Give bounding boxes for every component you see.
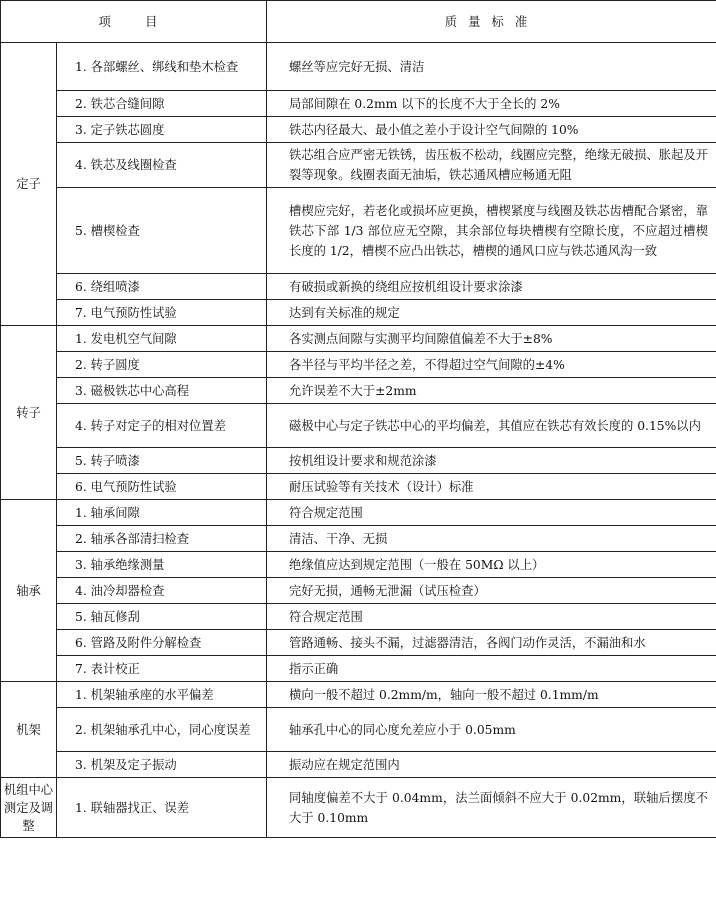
section-name: 定子: [1, 43, 57, 326]
table-row: [1, 274, 716, 300]
item-cell: 1. 发电机空气间隙: [57, 326, 267, 352]
item-cell: 7. 表计校正: [57, 656, 267, 682]
section-name: 机架: [1, 682, 57, 778]
item-cell: 4. 转子对定子的相对位置差: [57, 404, 267, 448]
standard-cell: 清洁、干净、无损: [267, 526, 716, 552]
table-row: [1, 500, 716, 526]
item-cell: 3. 机架及定子振动: [57, 752, 267, 778]
standard-cell: 横向一般不超过 0.2mm/m，轴向一般不超过 0.1mm/m: [267, 682, 716, 708]
standard-cell: 指示正确: [267, 656, 716, 682]
standard-cell: 螺丝等应完好无损、清洁: [267, 43, 716, 91]
item-cell: 3. 磁极铁芯中心高程: [57, 378, 267, 404]
item-cell: 5. 轴瓦修刮: [57, 604, 267, 630]
table-row: [1, 404, 716, 448]
standard-cell: 允许误差不大于±2mm: [267, 378, 716, 404]
table-row: [1, 91, 716, 117]
table-row: [1, 43, 716, 91]
standard-cell: 各半径与平均半径之差，不得超过空气间隙的±4%: [267, 352, 716, 378]
table-row: [1, 630, 716, 656]
table-row: [1, 143, 716, 188]
table-header-row: [1, 1, 716, 43]
item-cell: 1. 机架轴承座的水平偏差: [57, 682, 267, 708]
standard-cell: 各实测点间隙与实测平均间隙值偏差不大于±8%: [267, 326, 716, 352]
table-row: [1, 578, 716, 604]
header-item: 项 目: [1, 1, 267, 43]
standard-cell: 达到有关标准的规定: [267, 300, 716, 326]
standard-cell: 轴承孔中心的同心度允差应小于 0.05mm: [267, 708, 716, 752]
table-row: [1, 326, 716, 352]
table-row: [1, 300, 716, 326]
item-cell: 1. 各部螺丝、绑线和垫木检查: [57, 43, 267, 91]
standard-cell: 同轴度偏差不大于 0.04mm，法兰面倾斜不应大于 0.02mm，联轴后摆度不大于 0.10mm: [267, 778, 716, 838]
item-cell: 1. 联轴器找正、误差: [57, 778, 267, 838]
item-cell: 6. 管路及附件分解检查: [57, 630, 267, 656]
standard-cell: 符合规定范围: [267, 500, 716, 526]
table-body: [1, 43, 716, 838]
standard-cell: 振动应在规定范围内: [267, 752, 716, 778]
item-cell: 7. 电气预防性试验: [57, 300, 267, 326]
standard-cell: 铁芯内径最大、最小值之差小于设计空气间隙的 10%: [267, 117, 716, 143]
standard-cell: 磁极中心与定子铁芯中心的平均偏差，其值应在铁芯有效长度的 0.15%以内: [267, 404, 716, 448]
item-cell: 5. 转子喷漆: [57, 448, 267, 474]
item-cell: 6. 电气预防性试验: [57, 474, 267, 500]
table-row: [1, 708, 716, 752]
table-row: [1, 656, 716, 682]
item-cell: 4. 油冷却器检查: [57, 578, 267, 604]
section-name: 机组中心测定及调整: [1, 778, 57, 838]
table-row: [1, 474, 716, 500]
item-cell: 2. 转子圆度: [57, 352, 267, 378]
standard-cell: 有破损或新换的绕组应按机组设计要求涂漆: [267, 274, 716, 300]
standard-cell: 绝缘值应达到规定范围（一般在 50MΩ 以上）: [267, 552, 716, 578]
standard-cell: 符合规定范围: [267, 604, 716, 630]
item-cell: 6. 绕组喷漆: [57, 274, 267, 300]
section-name: 转子: [1, 326, 57, 500]
table-row: [1, 526, 716, 552]
standard-cell: 局部间隙在 0.2mm 以下的长度不大于全长的 2%: [267, 91, 716, 117]
table-row: [1, 752, 716, 778]
section-name: 轴承: [1, 500, 57, 682]
table-row: [1, 552, 716, 578]
table-row: [1, 604, 716, 630]
table-row: [1, 378, 716, 404]
standard-cell: 耐压试验等有关技术（设计）标准: [267, 474, 716, 500]
table-row: [1, 352, 716, 378]
item-cell: 4. 铁芯及线圈检查: [57, 143, 267, 188]
item-cell: 2. 机架轴承孔中心，同心度误差: [57, 708, 267, 752]
table-row: [1, 682, 716, 708]
table-row: [1, 448, 716, 474]
standard-cell: 槽楔应完好，若老化或损坏应更换，槽楔紧度与线圈及铁芯齿槽配合紧密，靠铁芯下部 1/3 部位应无空隙，其余部位每块槽楔有空隙长度，不应超过槽楔长度的 1/2，槽楔不应凸出铁芯，槽楔的通风口应与铁芯通风沟一致: [267, 188, 716, 274]
header-standard: 质量标准: [267, 1, 716, 43]
standard-cell: 按机组设计要求和规范涂漆: [267, 448, 716, 474]
item-cell: 3. 轴承绝缘测量: [57, 552, 267, 578]
item-cell: 2. 轴承各部清扫检查: [57, 526, 267, 552]
item-cell: 5. 槽楔检查: [57, 188, 267, 274]
table-row: [1, 778, 716, 838]
table-row: [1, 117, 716, 143]
item-cell: 2. 铁芯合缝间隙: [57, 91, 267, 117]
table-row: [1, 188, 716, 274]
item-cell: 3. 定子铁芯圆度: [57, 117, 267, 143]
standard-cell: 铁芯组合应严密无铁锈，齿压板不松动，线圈应完整，绝缘无破损、胀起及开裂等现象。线圈表面无油垢，铁芯通风槽应畅通无阻: [267, 143, 716, 188]
standard-cell: 管路通畅、接头不漏，过滤器清洁，各阀门动作灵活，不漏油和水: [267, 630, 716, 656]
item-cell: 1. 轴承间隙: [57, 500, 267, 526]
standard-cell: 完好无损，通畅无泄漏（试压检查）: [267, 578, 716, 604]
